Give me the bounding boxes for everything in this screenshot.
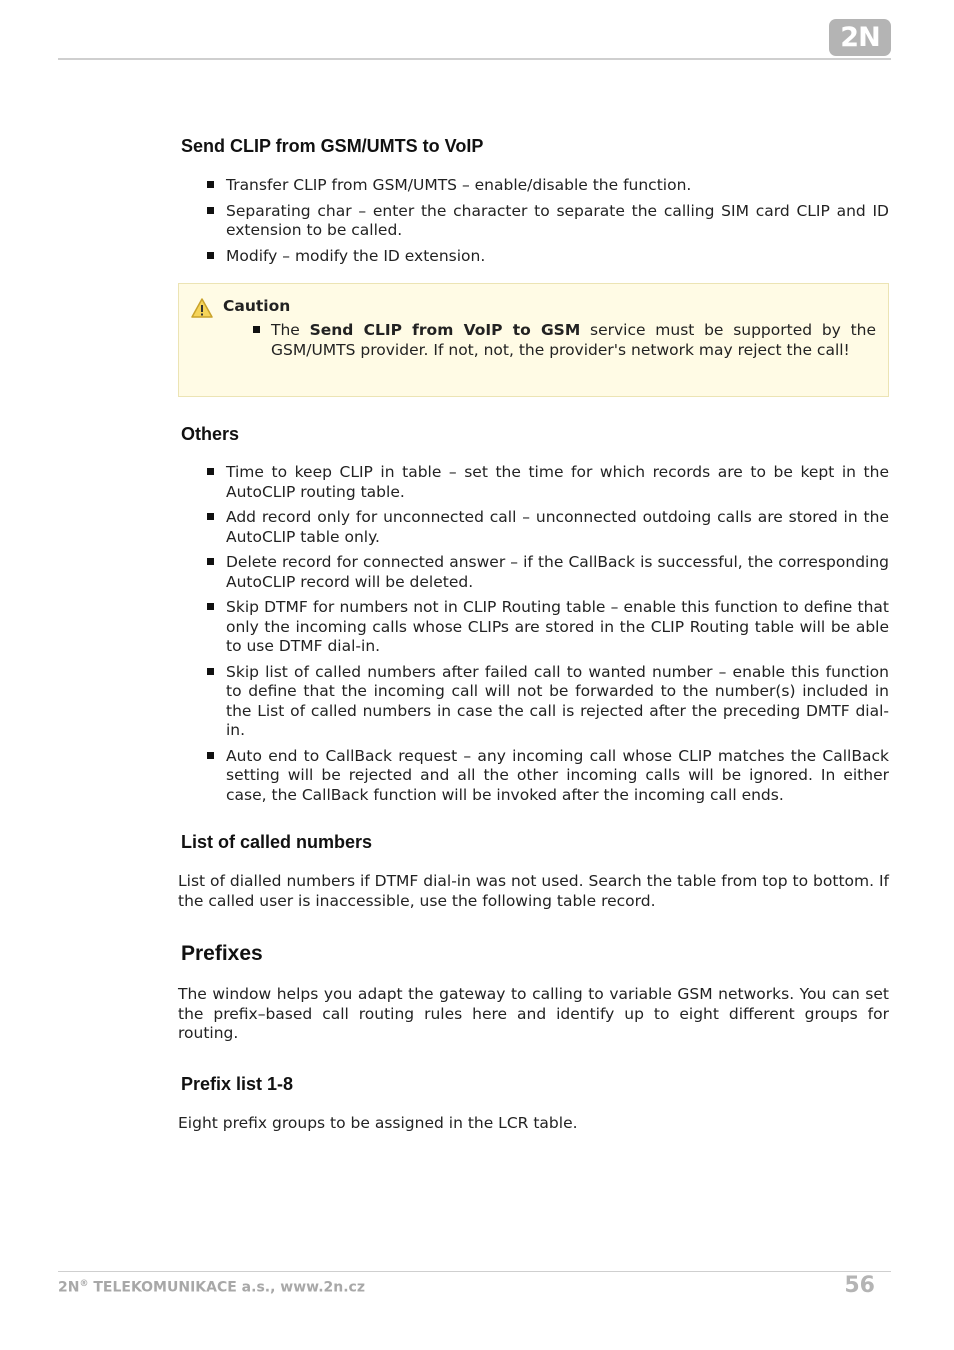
caution-list <box>251 321 876 360</box>
caution-title: Caution <box>223 297 291 315</box>
section-heading-others: Others <box>181 424 240 444</box>
list-item: Delete record for connected answer – if the CallBack is successful, the corresponding AutoCLIP record will be deleted. <box>178 553 889 592</box>
others-list <box>178 463 889 811</box>
list-item: Transfer CLIP from GSM/UMTS – enable/disable the function. <box>178 176 889 196</box>
list-item: Separating char – enter the character to separate the calling SIM card CLIP and ID extension to be called. <box>178 202 889 241</box>
caution-text-bold: Send CLIP from VoIP to GSM <box>309 321 581 339</box>
list-item: Time to keep CLIP in table – set the time for which records are to be kept in the AutoCLIP routing table. <box>178 463 889 502</box>
caution-item <box>251 321 876 360</box>
caution-box <box>178 283 889 397</box>
section-heading-prefix-list: Prefix list 1-8 <box>181 1074 294 1094</box>
prefix-list-paragraph: Eight prefix groups to be assigned in the LCR table. <box>178 1114 578 1132</box>
brand-logo: 2N <box>829 19 891 56</box>
list-item: Modify – modify the ID extension. <box>178 247 889 267</box>
section-heading-list-called: List of called numbers <box>181 832 373 852</box>
footer-company <box>58 1279 365 1296</box>
page-number: 56 <box>844 1273 875 1298</box>
section-heading-send-clip: Send CLIP from GSM/UMTS to VoIP <box>181 136 484 156</box>
section-heading-prefixes: Prefixes <box>181 942 263 965</box>
footer-company-text: TELEKOMUNIKACE a.s., www.2n.cz <box>88 1279 365 1296</box>
list-item: Skip list of called numbers after failed call to wanted number – enable this function to define that the incoming call will not be forwarded to the number(s) included in the List of called numbers in case the call is rejected after the preceding DMTF dial-in. <box>178 663 889 741</box>
caution-text-before: The <box>271 321 310 339</box>
caution-text-after: service must be supported by the GSM/UMTS provider. If not, not, the provider's network may reject the call! <box>271 321 877 359</box>
list-item: Auto end to CallBack request – any incoming call whose CLIP matches the CallBack setting will be rejected and all the other incoming calls will be ignored. In either case, the CallBack function will be invoked after the incoming call ends. <box>178 747 889 806</box>
list-item: Skip DTMF for numbers not in CLIP Routing table – enable this function to define that only the incoming calls whose CLIPs are stored in the CLIP Routing table will be able to use DTMF dial-in. <box>178 598 889 657</box>
prefixes-paragraph: The window helps you adapt the gateway to calling to variable GSM networks. You can set the prefix–based call routing rules here and identify up to eight different groups for routing. <box>178 985 889 1042</box>
send-clip-list <box>178 176 889 272</box>
warning-icon <box>191 298 213 318</box>
footer-divider <box>58 1271 891 1272</box>
header-divider <box>58 58 891 60</box>
list-called-paragraph: List of dialled numbers if DTMF dial-in was not used. Search the table from top to bottom. If the called user is inaccessible, use the following table record. <box>178 872 889 910</box>
footer-brand: 2N <box>58 1279 80 1296</box>
registered-mark: ® <box>79 1279 89 1289</box>
list-item: Add record only for unconnected call – unconnected outdoing calls are stored in the AutoCLIP table only. <box>178 508 889 547</box>
